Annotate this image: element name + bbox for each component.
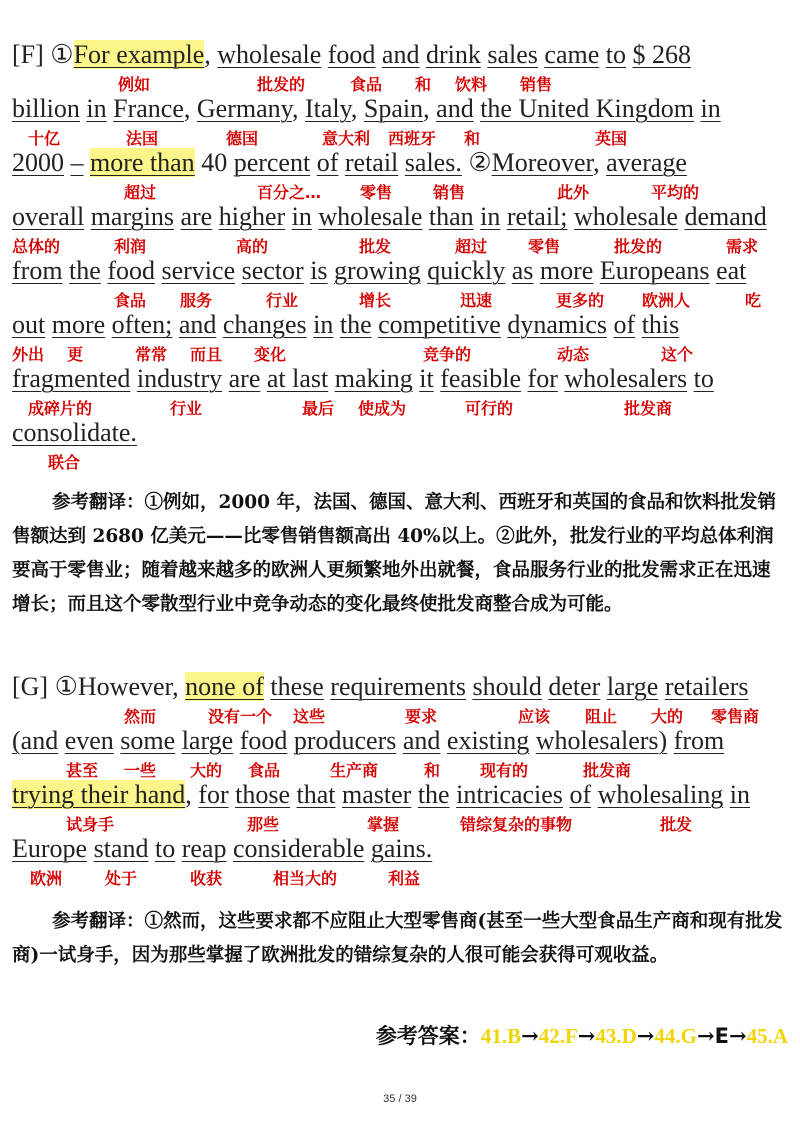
vocab-word: billion bbox=[12, 94, 80, 123]
vocab-word: drink bbox=[425, 40, 481, 69]
gloss-annotation: 需求 bbox=[726, 237, 759, 256]
answer-item: E bbox=[714, 1024, 729, 1048]
gloss-annotation: 超过 bbox=[124, 183, 157, 202]
vocab-word: Italy bbox=[304, 94, 351, 123]
vocab-word: are bbox=[228, 364, 261, 393]
gloss-annotation: 使成为 bbox=[358, 399, 407, 418]
vocab-word: industry bbox=[136, 364, 223, 393]
vocab-word: France bbox=[113, 94, 184, 123]
gloss-annotation: 现有的 bbox=[480, 761, 529, 780]
highlighted-phrase: For example bbox=[73, 40, 205, 69]
vocab-word: large bbox=[606, 672, 659, 701]
text-line bbox=[12, 726, 724, 756]
vocab-word: it bbox=[419, 364, 434, 393]
gloss-annotation: 零售 bbox=[360, 183, 393, 202]
answer-item: 43.D bbox=[595, 1024, 637, 1048]
vocab-word: demand bbox=[684, 202, 767, 231]
text-line bbox=[12, 202, 767, 232]
gloss-annotation: 试身手 bbox=[66, 815, 115, 834]
answer-item: 41.B bbox=[480, 1024, 522, 1048]
text-run: , bbox=[185, 780, 199, 809]
translation-label: 参考翻译： bbox=[52, 492, 145, 513]
text-run: [F] bbox=[12, 40, 44, 69]
vocab-word: Germany bbox=[196, 94, 292, 123]
vocab-word: in bbox=[86, 94, 107, 123]
vocab-word: wholesale bbox=[318, 202, 423, 231]
vocab-word: wholesalers) bbox=[535, 726, 668, 755]
translation-g bbox=[12, 905, 788, 973]
vocab-word: $ 268 bbox=[632, 40, 691, 69]
vocab-word: retail bbox=[344, 148, 399, 177]
vocab-word: of bbox=[316, 148, 339, 177]
vocab-word: higher bbox=[218, 202, 286, 231]
gloss-annotation: 大的 bbox=[651, 707, 684, 726]
vocab-word: Moreover bbox=[491, 148, 594, 177]
vocab-word: food bbox=[107, 256, 155, 285]
vocab-word: the United Kingdom bbox=[480, 94, 694, 123]
gloss-annotation: 批发商 bbox=[583, 761, 632, 780]
vocab-word: overall bbox=[12, 202, 85, 231]
gloss-annotation: 大的 bbox=[190, 761, 223, 780]
gloss-annotation: 英国 bbox=[595, 129, 628, 148]
gloss-annotation: 这些 bbox=[293, 707, 326, 726]
gloss-annotation: 和 bbox=[415, 75, 432, 94]
vocab-word: sales. bbox=[404, 148, 462, 177]
text-line bbox=[12, 310, 679, 340]
vocab-word: and bbox=[381, 40, 420, 69]
vocab-word: are bbox=[180, 202, 213, 231]
vocab-word: food bbox=[239, 726, 288, 755]
gloss-annotation: 生产商 bbox=[330, 761, 379, 780]
gloss-annotation: 要求 bbox=[405, 707, 438, 726]
vocab-word: retailers bbox=[664, 672, 749, 701]
gloss-annotation: 利润 bbox=[114, 237, 147, 256]
vocab-word: deter bbox=[548, 672, 601, 701]
gloss-annotation: 增长 bbox=[359, 291, 392, 310]
gloss-annotation: 批发 bbox=[359, 237, 392, 256]
text-run: , bbox=[204, 40, 218, 69]
gloss-annotation: 法国 bbox=[126, 129, 159, 148]
vocab-word: stand bbox=[93, 834, 149, 863]
gloss-annotation: 一些 bbox=[124, 761, 157, 780]
gloss-annotation: 此外 bbox=[557, 183, 590, 202]
gloss-annotation: 西班牙 bbox=[388, 129, 437, 148]
vocab-word: and bbox=[436, 94, 474, 123]
vocab-word: the bbox=[339, 310, 372, 339]
gloss-annotation: 食品 bbox=[114, 291, 147, 310]
vocab-word: the bbox=[69, 256, 101, 285]
highlighted-phrase: more than bbox=[90, 148, 195, 177]
gloss-annotation: 德国 bbox=[226, 129, 259, 148]
vocab-word: retail; bbox=[506, 202, 568, 231]
translation-text: ①然而，这些要求都不应阻止大型零售商(甚至一些大型食品生产商和现有批发商)一试身手，因为那些掌握了欧洲批发的错综复杂的人很可能会获得可观收益。 bbox=[12, 911, 783, 966]
gloss-annotation: 错综复杂的事物 bbox=[460, 815, 573, 834]
vocab-word: as bbox=[511, 256, 534, 285]
vocab-word: and bbox=[178, 310, 217, 339]
vocab-word: – bbox=[70, 148, 84, 177]
gloss-annotation: 高的 bbox=[236, 237, 269, 256]
text-line bbox=[12, 364, 714, 394]
translation-text: ①例如，2000 年，法国、德国、意大利、西班牙和英国的食品和饮料批发销售额达到 2680 亿美元——比零售销售额高出 40%以上。②此外，批发行业的平均总体利润要高于零售业；随着越来越多的欧洲人更频繁地外出就餐，食品服务行业的批发需求正在迅速增长；而且这个零散型行业中竞争动态的变化最终使批发商整合成为可能。 bbox=[12, 492, 776, 615]
gloss-annotation: 零售 bbox=[528, 237, 561, 256]
text-run: , bbox=[350, 94, 364, 123]
gloss-annotation: 更 bbox=[67, 345, 84, 364]
vocab-word: dynamics bbox=[507, 310, 608, 339]
text-line bbox=[12, 672, 749, 702]
arrow-icon: → bbox=[697, 1023, 715, 1048]
gloss-annotation: 批发 bbox=[660, 815, 693, 834]
gloss-annotation: 处于 bbox=[105, 869, 138, 888]
vocab-word: growing bbox=[334, 256, 421, 285]
text-run: 40 bbox=[194, 148, 234, 177]
arrow-icon: → bbox=[577, 1023, 596, 1048]
text-line bbox=[12, 780, 750, 810]
vocab-word: intricacies bbox=[456, 780, 563, 809]
vocab-word: food bbox=[327, 40, 376, 69]
text-line bbox=[12, 834, 432, 864]
vocab-word: requirements bbox=[330, 672, 467, 701]
highlighted-phrase: trying their hand bbox=[12, 780, 186, 809]
gloss-annotation: 阻止 bbox=[585, 707, 618, 726]
gloss-annotation: 行业 bbox=[266, 291, 299, 310]
gloss-annotation: 批发商 bbox=[624, 399, 673, 418]
gloss-annotation: 和 bbox=[464, 129, 481, 148]
vocab-word: that bbox=[296, 780, 336, 809]
vocab-word: of bbox=[569, 780, 592, 809]
gloss-annotation: 这个 bbox=[661, 345, 694, 364]
gloss-annotation: 食品 bbox=[350, 75, 383, 94]
highlighted-phrase: none of bbox=[185, 672, 264, 701]
text-run: ① bbox=[43, 40, 74, 69]
vocab-word: for bbox=[527, 364, 558, 393]
text-line bbox=[12, 94, 721, 124]
gloss-annotation: 批发的 bbox=[257, 75, 306, 94]
vocab-word: quickly bbox=[427, 256, 506, 285]
gloss-annotation: 销售 bbox=[520, 75, 553, 94]
gloss-annotation: 相当大的 bbox=[273, 869, 338, 888]
vocab-word: often; bbox=[111, 310, 173, 339]
translation-label: 参考翻译： bbox=[52, 911, 145, 932]
text-run: , bbox=[423, 94, 437, 123]
vocab-word: to bbox=[605, 40, 626, 69]
vocab-word: in bbox=[291, 202, 312, 231]
text-line bbox=[12, 418, 137, 448]
gloss-annotation: 行业 bbox=[170, 399, 203, 418]
vocab-word: feasible bbox=[440, 364, 522, 393]
text-run: , bbox=[593, 148, 607, 177]
vocab-word: in bbox=[480, 202, 501, 231]
vocab-word: these bbox=[270, 672, 324, 701]
gloss-annotation: 常常 bbox=[135, 345, 168, 364]
gloss-annotation: 而且 bbox=[190, 345, 223, 364]
vocab-word: average bbox=[606, 148, 687, 177]
gloss-annotation: 成碎片的 bbox=[28, 399, 93, 418]
gloss-annotation: 欧洲人 bbox=[642, 291, 691, 310]
vocab-word: is bbox=[310, 256, 328, 285]
gloss-annotation: 服务 bbox=[180, 291, 213, 310]
arrow-icon: → bbox=[521, 1023, 539, 1048]
text-line bbox=[12, 148, 687, 178]
gloss-annotation: 可行的 bbox=[465, 399, 514, 418]
gloss-annotation: 外出 bbox=[12, 345, 45, 364]
vocab-word: should bbox=[472, 672, 542, 701]
vocab-word: 2000 bbox=[12, 148, 64, 177]
gloss-annotation: 总体的 bbox=[12, 237, 61, 256]
gloss-annotation: 食品 bbox=[248, 761, 281, 780]
vocab-word: in bbox=[729, 780, 750, 809]
gloss-annotation: 联合 bbox=[48, 453, 81, 472]
vocab-word: in bbox=[313, 310, 334, 339]
vocab-word: Europe bbox=[12, 834, 88, 863]
vocab-word: existing bbox=[446, 726, 530, 755]
gloss-annotation: 变化 bbox=[254, 345, 287, 364]
text-run: ①However, bbox=[48, 672, 186, 701]
vocab-word: from bbox=[12, 256, 63, 285]
gloss-annotation: 利益 bbox=[388, 869, 421, 888]
text-line bbox=[12, 256, 746, 286]
answer-label: 参考答案： bbox=[375, 1023, 481, 1048]
vocab-word: the bbox=[417, 780, 450, 809]
vocab-word: sector bbox=[241, 256, 304, 285]
vocab-word: fragmented bbox=[12, 364, 131, 393]
vocab-word: to bbox=[693, 364, 714, 393]
translation-f bbox=[12, 486, 788, 622]
vocab-word: master bbox=[342, 780, 412, 809]
vocab-word: some bbox=[120, 726, 176, 755]
text-run: [G] bbox=[12, 672, 49, 701]
text-line bbox=[12, 40, 691, 70]
vocab-word: gains. bbox=[370, 834, 433, 863]
vocab-word: Europeans bbox=[599, 256, 710, 285]
vocab-word: eat bbox=[716, 256, 747, 285]
page-number: 35 / 39 bbox=[383, 1093, 417, 1105]
answer-item: 42.F bbox=[538, 1024, 578, 1048]
gloss-annotation: 应该 bbox=[518, 707, 551, 726]
gloss-annotation: 掌握 bbox=[367, 815, 400, 834]
text-run: , bbox=[291, 94, 305, 123]
vocab-word: came bbox=[544, 40, 600, 69]
vocab-word: consolidate. bbox=[12, 418, 137, 447]
gloss-annotation: 竞争的 bbox=[423, 345, 472, 364]
vocab-word: more bbox=[51, 310, 106, 339]
vocab-word: wholesaling bbox=[597, 780, 724, 809]
vocab-word: percent bbox=[233, 148, 311, 177]
answer-item: 44.G bbox=[654, 1024, 697, 1048]
vocab-word: those bbox=[235, 780, 291, 809]
vocab-word: this bbox=[641, 310, 680, 339]
gloss-annotation: 收获 bbox=[190, 869, 223, 888]
vocab-word: out bbox=[12, 310, 46, 339]
gloss-annotation: 例如 bbox=[118, 75, 151, 94]
answer-key bbox=[376, 1020, 788, 1050]
gloss-annotation: 动态 bbox=[557, 345, 590, 364]
vocab-word: wholesale bbox=[217, 40, 322, 69]
arrow-icon: → bbox=[728, 1023, 747, 1048]
vocab-word: making bbox=[334, 364, 413, 393]
gloss-annotation: 没有一个 bbox=[208, 707, 273, 726]
vocab-word: margins bbox=[90, 202, 174, 231]
vocab-word: competitive bbox=[378, 310, 501, 339]
vocab-word: sales bbox=[487, 40, 538, 69]
vocab-word: even bbox=[64, 726, 114, 755]
vocab-word: to bbox=[154, 834, 176, 863]
vocab-word: of bbox=[613, 310, 636, 339]
vocab-word: service bbox=[161, 256, 236, 285]
gloss-annotation: 吃 bbox=[745, 291, 762, 310]
gloss-annotation: 批发的 bbox=[614, 237, 663, 256]
vocab-word: producers bbox=[293, 726, 397, 755]
vocab-word: Spain bbox=[363, 94, 424, 123]
gloss-annotation: 意大利 bbox=[322, 129, 371, 148]
vocab-word: wholesalers bbox=[564, 364, 688, 393]
gloss-annotation: 迅速 bbox=[460, 291, 493, 310]
gloss-annotation: 十亿 bbox=[28, 129, 61, 148]
vocab-word: and bbox=[402, 726, 441, 755]
gloss-annotation: 最后 bbox=[302, 399, 335, 418]
vocab-word: large bbox=[181, 726, 234, 755]
vocab-word: at last bbox=[266, 364, 329, 393]
vocab-word: in bbox=[700, 94, 721, 123]
gloss-annotation: 饮料 bbox=[455, 75, 488, 94]
text-run: , bbox=[183, 94, 197, 123]
gloss-annotation: 和 bbox=[424, 761, 441, 780]
gloss-annotation: 销售 bbox=[433, 183, 466, 202]
vocab-word: for bbox=[198, 780, 229, 809]
arrow-icon: → bbox=[636, 1023, 655, 1048]
gloss-annotation: 超过 bbox=[455, 237, 488, 256]
vocab-word: from bbox=[673, 726, 725, 755]
vocab-word: more bbox=[539, 256, 594, 285]
gloss-annotation: 百分之… bbox=[257, 183, 322, 202]
gloss-annotation: 平均的 bbox=[651, 183, 700, 202]
answer-item: 45.A bbox=[746, 1024, 788, 1048]
gloss-annotation: 零售商 bbox=[711, 707, 760, 726]
vocab-word: wholesale bbox=[574, 202, 678, 231]
text-run: ② bbox=[461, 148, 492, 177]
vocab-word: than bbox=[428, 202, 474, 231]
gloss-annotation: 甚至 bbox=[66, 761, 99, 780]
vocab-word: changes bbox=[222, 310, 307, 339]
gloss-annotation: 更多的 bbox=[556, 291, 605, 310]
vocab-word: (and bbox=[12, 726, 59, 755]
vocab-word: reap bbox=[181, 834, 227, 863]
vocab-word: considerable bbox=[232, 834, 365, 863]
gloss-annotation: 那些 bbox=[247, 815, 280, 834]
gloss-annotation: 然而 bbox=[124, 707, 157, 726]
gloss-annotation: 欧洲 bbox=[30, 869, 63, 888]
